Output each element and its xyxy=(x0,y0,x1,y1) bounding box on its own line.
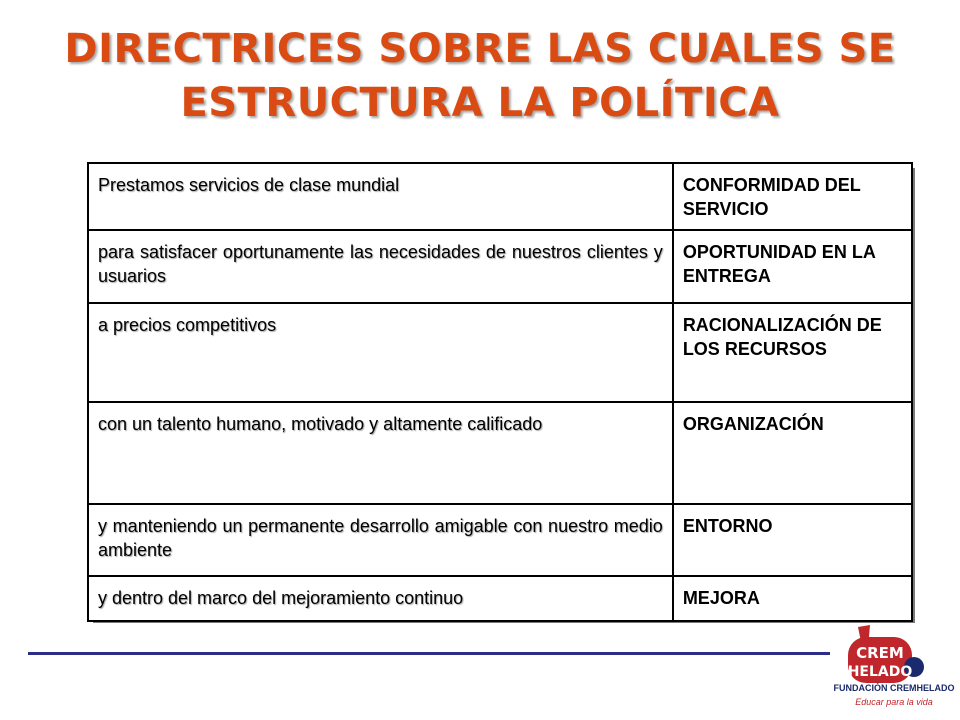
directive-cell: RACIONALIZACIÓN DE LOS RECURSOS xyxy=(673,303,912,401)
statement-cell: y dentro del marco del mejoramiento continuo xyxy=(88,576,673,621)
table-row xyxy=(88,504,912,576)
statement-cell: y manteniendo un permanente desarrollo amigable con nuestro medio ambiente xyxy=(88,504,673,576)
directive-cell: CONFORMIDAD DEL SERVICIO xyxy=(673,163,912,230)
statement-cell: para satisfacer oportunamente las necesidades de nuestros clientes y usuarios xyxy=(88,230,673,304)
footer-divider xyxy=(28,652,830,655)
logo-foundation-name: FUNDACIÓN CREMHELADO xyxy=(833,683,955,693)
directive-cell: ENTORNO xyxy=(673,504,912,576)
statement-cell: Prestamos servicios de clase mundial xyxy=(88,163,673,230)
directive-cell: ORGANIZACIÓN xyxy=(673,402,912,504)
directive-cell: MEJORA xyxy=(673,576,912,621)
table-row xyxy=(88,163,912,230)
directive-cell: OPORTUNIDAD EN LA ENTREGA xyxy=(673,230,912,304)
table-row xyxy=(88,303,912,401)
statement-cell: a precios competitivos xyxy=(88,303,673,401)
table-row xyxy=(88,230,912,304)
policy-table xyxy=(87,162,913,622)
slide-title-line-1: DIRECTRICES SOBRE LAS CUALES SE xyxy=(64,26,896,72)
logo-brand-line-2: HELADO xyxy=(847,664,913,680)
slide-title-line-2: ESTRUCTURA LA POLÍTICA xyxy=(180,80,780,126)
logo-slogan: Educar para la vida xyxy=(855,697,933,707)
statement-cell: con un talento humano, motivado y altamente calificado xyxy=(88,402,673,504)
slide-title xyxy=(40,22,920,130)
logo-brand-line-1: CREM xyxy=(856,644,904,662)
table-row xyxy=(88,576,912,621)
table-row xyxy=(88,402,912,504)
